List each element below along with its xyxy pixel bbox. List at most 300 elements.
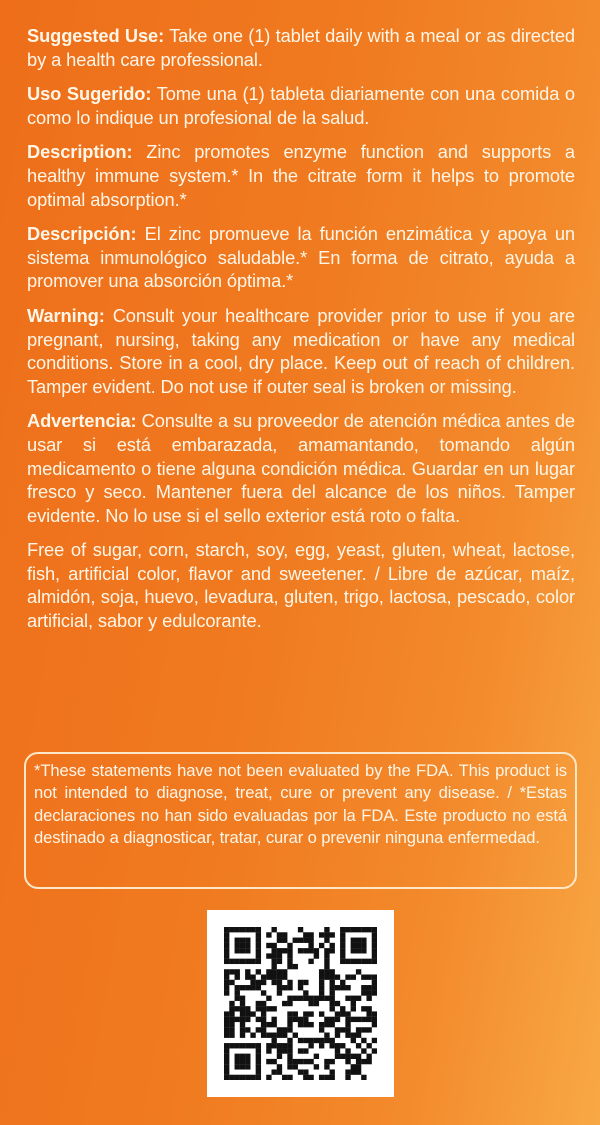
qr-module [298,1069,303,1074]
qr-module [330,969,335,974]
qr-module [271,953,276,958]
description: Description: Zinc promotes enzyme function and supports a healthy immune system.* In the citrate form it helps to promote optimal absorption.* [27,141,575,210]
qr-module [330,1006,335,1011]
qr-module [277,1033,282,1038]
qr-module [287,1043,292,1048]
qr-module [261,1006,266,1011]
qr-module [240,1027,245,1032]
qr-module [277,1048,282,1053]
qr-module [372,932,377,937]
qr-module [366,1017,371,1022]
qr-module [271,1006,276,1011]
qr-module [277,953,282,958]
qr-module [224,1011,229,1016]
qr-module [266,1022,271,1027]
qr-module [356,1069,361,1074]
qr-module [340,1011,345,1016]
qr-module [240,1075,245,1080]
qr-module [250,974,255,979]
qr-module [266,1059,271,1064]
qr-module [282,1027,287,1032]
qr-module [229,1022,234,1027]
qr-module [351,1033,356,1038]
qr-module [240,1017,245,1022]
qr-module [287,1017,292,1022]
qr-code-icon [224,927,377,1080]
qr-module [229,1033,234,1038]
qr-module [366,996,371,1001]
qr-module [229,959,234,964]
qr-module [287,1001,292,1006]
qr-module [308,1038,313,1043]
qr-module [277,948,282,953]
qr-module [356,1054,361,1059]
qr-module [271,969,276,974]
qr-module [372,980,377,985]
qr-module [372,1048,377,1053]
qr-module [271,980,276,985]
qr-module [345,985,350,990]
qr-module [351,1001,356,1006]
qr-module [256,1054,261,1059]
qr-module [245,985,250,990]
qr-module [372,985,377,990]
qr-module [324,1038,329,1043]
qr-module [366,1011,371,1016]
qr-module [351,959,356,964]
qr-module [319,969,324,974]
qr-module [298,938,303,943]
qr-module [298,927,303,932]
qr-module [372,948,377,953]
qr-module [256,1043,261,1048]
qr-module [245,938,250,943]
qr-module [298,1059,303,1064]
qr-module [224,990,229,995]
qr-module [298,1038,303,1043]
qr-module [256,1048,261,1053]
qr-module [330,980,335,985]
qr-module [340,1006,345,1011]
qr-module [351,1054,356,1059]
qr-module [303,1075,308,1080]
qr-module [245,1043,250,1048]
qr-module [308,996,313,1001]
qr-module [351,948,356,953]
qr-module [303,990,308,995]
qr-module [240,996,245,1001]
qr-module [287,1038,292,1043]
qr-code[interactable] [207,910,394,1097]
qr-module [324,1022,329,1027]
qr-module [224,1054,229,1059]
qr-module [356,1064,361,1069]
qr-module [256,969,261,974]
qr-module [351,1038,356,1043]
qr-module [256,1027,261,1032]
qr-module [335,1043,340,1048]
qr-module [303,996,308,1001]
qr-module [229,1027,234,1032]
qr-module [277,1054,282,1059]
qr-module [335,985,340,990]
qr-module [324,1033,329,1038]
qr-module [303,1038,308,1043]
qr-module [314,948,319,953]
qr-module [277,969,282,974]
qr-module [287,1064,292,1069]
qr-module [314,1064,319,1069]
qr-module [366,1059,371,1064]
qr-module [224,980,229,985]
qr-module [340,932,345,937]
qr-module [224,1048,229,1053]
suggested-use: Suggested Use: Take one (1) tablet daily with a meal or as directed by a health care professional. [27,25,575,70]
qr-module [361,1006,366,1011]
qr-module [287,1022,292,1027]
qr-module [245,1011,250,1016]
qr-module [298,985,303,990]
qr-module [235,959,240,964]
qr-module [240,1059,245,1064]
qr-module [224,948,229,953]
qr-module [224,927,229,932]
qr-module [303,1048,308,1053]
qr-module [293,1011,298,1016]
qr-module [245,974,250,979]
qr-module [277,1043,282,1048]
qr-module [356,996,361,1001]
qr-module [324,1064,329,1069]
qr-module [224,985,229,990]
qr-module [366,985,371,990]
qr-module [266,1033,271,1038]
qr-module [314,953,319,958]
qr-module [282,974,287,979]
qr-module [351,927,356,932]
qr-module [266,943,271,948]
qr-module [277,980,282,985]
qr-module [366,927,371,932]
qr-module [235,1006,240,1011]
qr-module [303,932,308,937]
qr-module [245,943,250,948]
qr-module [293,1033,298,1038]
qr-module [256,1001,261,1006]
qr-module [261,1011,266,1016]
qr-module [287,1011,292,1016]
qr-module [293,964,298,969]
qr-module [330,948,335,953]
qr-module [287,996,292,1001]
qr-module [240,1006,245,1011]
qr-module [240,948,245,953]
qr-module [224,1043,229,1048]
qr-module [340,948,345,953]
qr-module [245,927,250,932]
qr-module [324,969,329,974]
qr-module [224,1022,229,1027]
qr-module [330,974,335,979]
qr-module [271,1043,276,1048]
qr-module [372,927,377,932]
qr-module [240,1033,245,1038]
qr-module [293,1064,298,1069]
qr-module [366,1043,371,1048]
qr-module [340,985,345,990]
qr-module [335,1001,340,1006]
qr-module [340,1043,345,1048]
qr-module [351,996,356,1001]
qr-module [240,1043,245,1048]
qr-module [261,1017,266,1022]
qr-module [324,948,329,953]
qr-module [235,1054,240,1059]
qr-module [308,938,313,943]
qr-module [240,927,245,932]
qr-module [287,959,292,964]
qr-module [366,990,371,995]
qr-module [224,938,229,943]
qr-module [330,1075,335,1080]
qr-module [256,948,261,953]
qr-module [229,1017,234,1022]
qr-module [324,1059,329,1064]
qr-module [372,953,377,958]
qr-module [356,938,361,943]
qr-module [277,985,282,990]
qr-module [351,938,356,943]
qr-module [319,1043,324,1048]
qr-module [298,1022,303,1027]
qr-module [235,927,240,932]
qr-module [229,969,234,974]
qr-module [261,1022,266,1027]
qr-module [308,1022,313,1027]
qr-module [335,1017,340,1022]
qr-module [250,1033,255,1038]
qr-module [366,959,371,964]
qr-module [256,1075,261,1080]
qr-module [324,927,329,932]
qr-module [356,1059,361,1064]
qr-module [303,1017,308,1022]
qr-module [240,1064,245,1069]
qr-module [351,1064,356,1069]
qr-module [324,938,329,943]
qr-module [240,938,245,943]
qr-module [245,1027,250,1032]
qr-module [361,938,366,943]
qr-module [298,980,303,985]
qr-module [319,985,324,990]
qr-module [245,1064,250,1069]
qr-module [224,932,229,937]
qr-module [256,943,261,948]
qr-module [345,996,350,1001]
qr-module [256,1017,261,1022]
qr-module [330,932,335,937]
qr-module [298,948,303,953]
qr-module [372,974,377,979]
qr-module [351,1069,356,1074]
qr-module [314,1054,319,1059]
qr-module [351,1006,356,1011]
qr-module [245,1059,250,1064]
qr-module [256,927,261,932]
qr-module [356,969,361,974]
qr-module [319,932,324,937]
qr-module [361,943,366,948]
qr-module [266,969,271,974]
qr-module [366,1027,371,1032]
qr-module [340,953,345,958]
qr-module [271,1022,276,1027]
qr-module [345,1069,350,1074]
qr-module [229,927,234,932]
qr-module [340,927,345,932]
qr-module [250,959,255,964]
qr-module [361,1038,366,1043]
qr-module [229,1075,234,1080]
qr-module [308,932,313,937]
qr-module [319,1075,324,1080]
qr-module [271,927,276,932]
qr-module [356,1017,361,1022]
qr-module [330,1017,335,1022]
qr-module [345,1027,350,1032]
qr-module [261,1027,266,1032]
qr-module [303,980,308,985]
qr-module [330,1043,335,1048]
qr-module [229,1011,234,1016]
qr-module [282,1075,287,1080]
qr-module [235,1017,240,1022]
qr-module [319,943,324,948]
qr-module [319,1011,324,1016]
qr-module [356,1027,361,1032]
qr-module [250,1075,255,1080]
qr-module [356,1043,361,1048]
qr-module [277,990,282,995]
qr-module [256,959,261,964]
qr-module [372,1038,377,1043]
qr-module [224,1064,229,1069]
qr-module [235,1043,240,1048]
qr-module [266,953,271,958]
qr-module [324,953,329,958]
qr-module [235,1064,240,1069]
qr-module [298,996,303,1001]
qr-module [361,1075,366,1080]
qr-module [372,959,377,964]
qr-module [261,974,266,979]
qr-module [224,1017,229,1022]
qr-module [340,1027,345,1032]
qr-module [330,943,335,948]
qr-module [324,996,329,1001]
qr-module [235,974,240,979]
qr-module [266,1043,271,1048]
qr-module [245,1017,250,1022]
qr-module [287,943,292,948]
qr-module [308,1075,313,1080]
qr-module [271,1059,276,1064]
qr-module [345,959,350,964]
warning: Warning: Consult your healthcare provider prior to use if you are pregnant, nursing, taking any medication or have any medical conditions. Store in a cool, dry place. Keep out of reach of children. Tamper evident. Do not use if outer seal is broken or missing. [27,304,575,397]
qr-module [372,938,377,943]
advertencia: Advertencia: Consulte a su proveedor de atención médica antes de usar si está embarazada, amamantando, tomando algún medicamento o tiene alguna condición médica. Guardar en un lugar fresco y seco. Mantener fuera del alcance de los niños. Tamper evidente. No lo use si el sello exterior está roto o falta. [27,410,575,526]
fda-disclaimer-box [24,752,577,889]
qr-module [319,996,324,1001]
qr-module [361,927,366,932]
qr-module [282,1033,287,1038]
qr-module [266,996,271,1001]
qr-module [240,1011,245,1016]
qr-module [256,1059,261,1064]
qr-module [250,1043,255,1048]
qr-module [287,953,292,958]
qr-module [261,1033,266,1038]
qr-module [266,1048,271,1053]
label-text [27,24,575,644]
qr-module [330,1059,335,1064]
qr-module [256,1006,261,1011]
qr-module [271,1033,276,1038]
qr-module [308,1043,313,1048]
qr-module [308,948,313,953]
qr-module [224,974,229,979]
qr-module [345,1017,350,1022]
qr-module [335,1054,340,1059]
qr-module [229,1001,234,1006]
qr-module [319,1022,324,1027]
qr-module [240,959,245,964]
qr-module [335,974,340,979]
qr-module [235,969,240,974]
qr-module [361,990,366,995]
uso-sugerido: Uso Sugerido: Tome una (1) tableta diariamente con una comida o como lo indique un profesional de la salud. [27,83,575,128]
qr-module [356,959,361,964]
qr-module [240,985,245,990]
qr-module [261,990,266,995]
qr-module [366,1054,371,1059]
qr-module [345,1022,350,1027]
qr-module [282,1001,287,1006]
qr-module [266,1075,271,1080]
qr-module [340,938,345,943]
qr-module [361,974,366,979]
qr-module [245,948,250,953]
qr-module [271,964,276,969]
qr-module [351,974,356,979]
qr-module [256,938,261,943]
qr-module [308,1011,313,1016]
qr-module [250,1011,255,1016]
qr-module [282,985,287,990]
qr-module [224,943,229,948]
qr-module [282,938,287,943]
qr-module [345,1054,350,1059]
qr-module [256,1069,261,1074]
qr-module [340,980,345,985]
qr-module [282,969,287,974]
qr-module [345,1048,350,1053]
qr-module [345,1075,350,1080]
qr-module [319,1027,324,1032]
qr-module [224,953,229,958]
qr-module [324,932,329,937]
